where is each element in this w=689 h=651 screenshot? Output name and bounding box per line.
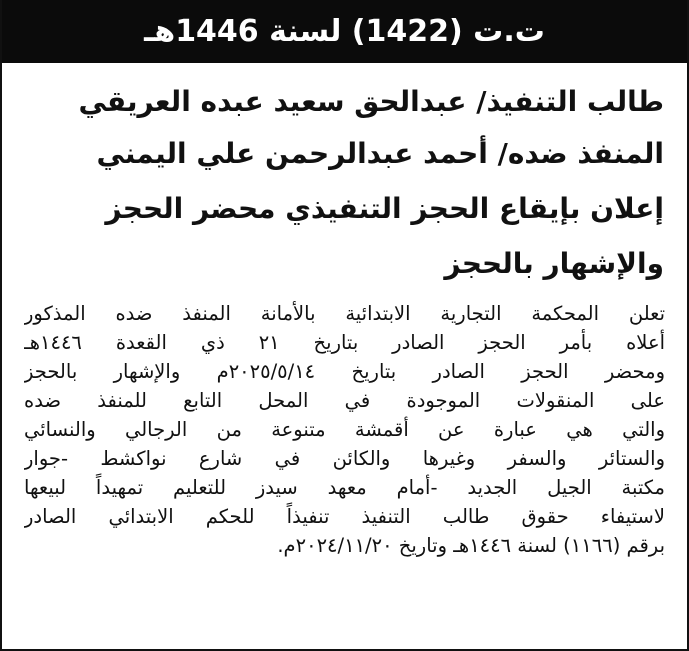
body-line: أعلاه بأمر الحجز الصادر بتاريخ ٢١ ذي القعدة ١٤٤٦هـ: [24, 331, 665, 354]
notice-subject-line-continued: والإشهار بالحجز: [444, 247, 664, 280]
body-line: مكتبة الجيل الجديد -أمام معهد سيدز للتعليم تمهيداً لبيعها: [24, 476, 665, 499]
body-line: لاستيفاء حقوق طالب التنفيذ تنفيذاً للحكم الابتدائي الصادر: [24, 505, 665, 528]
case-number-heading: ت.ت (1422) لسنة 1446هـ: [144, 13, 545, 49]
body-line: والتي هي عبارة عن أقمشة متنوعة من الرجالي والنسائي: [24, 418, 665, 441]
body-line: على المنقولات الموجودة في المحل التابع للمنفذ ضده: [24, 389, 665, 412]
notice-subject-line: إعلان بإيقاع الحجز التنفيذي محضر الحجز: [105, 192, 664, 225]
body-line-final: برقم (١١٦٦) لسنة ١٤٤٦هـ وتاريخ ٢٠٢٤/١١/٢٠م.: [277, 534, 665, 557]
body-line: والستائر والسفر وغيرها والكائن في شارع نواكشط -جوار: [24, 447, 665, 470]
body-line: تعلن المحكمة التجارية الابتدائية بالأمانة المنفذ ضده المذكور: [24, 302, 665, 325]
parties-and-subject: [2, 63, 687, 291]
notice-body: [2, 291, 687, 560]
header-bar: [2, 0, 687, 63]
body-line: ومحضر الحجز الصادر بتاريخ ٢٠٢٥/٥/١٤م والإشهار بالحجز: [24, 360, 665, 383]
claimant-line: طالب التنفيذ/ عبدالحق سعيد عبده العريقي: [78, 85, 664, 118]
defendant-line: المنفذ ضده/ أحمد عبدالرحمن علي اليمني: [96, 137, 664, 170]
